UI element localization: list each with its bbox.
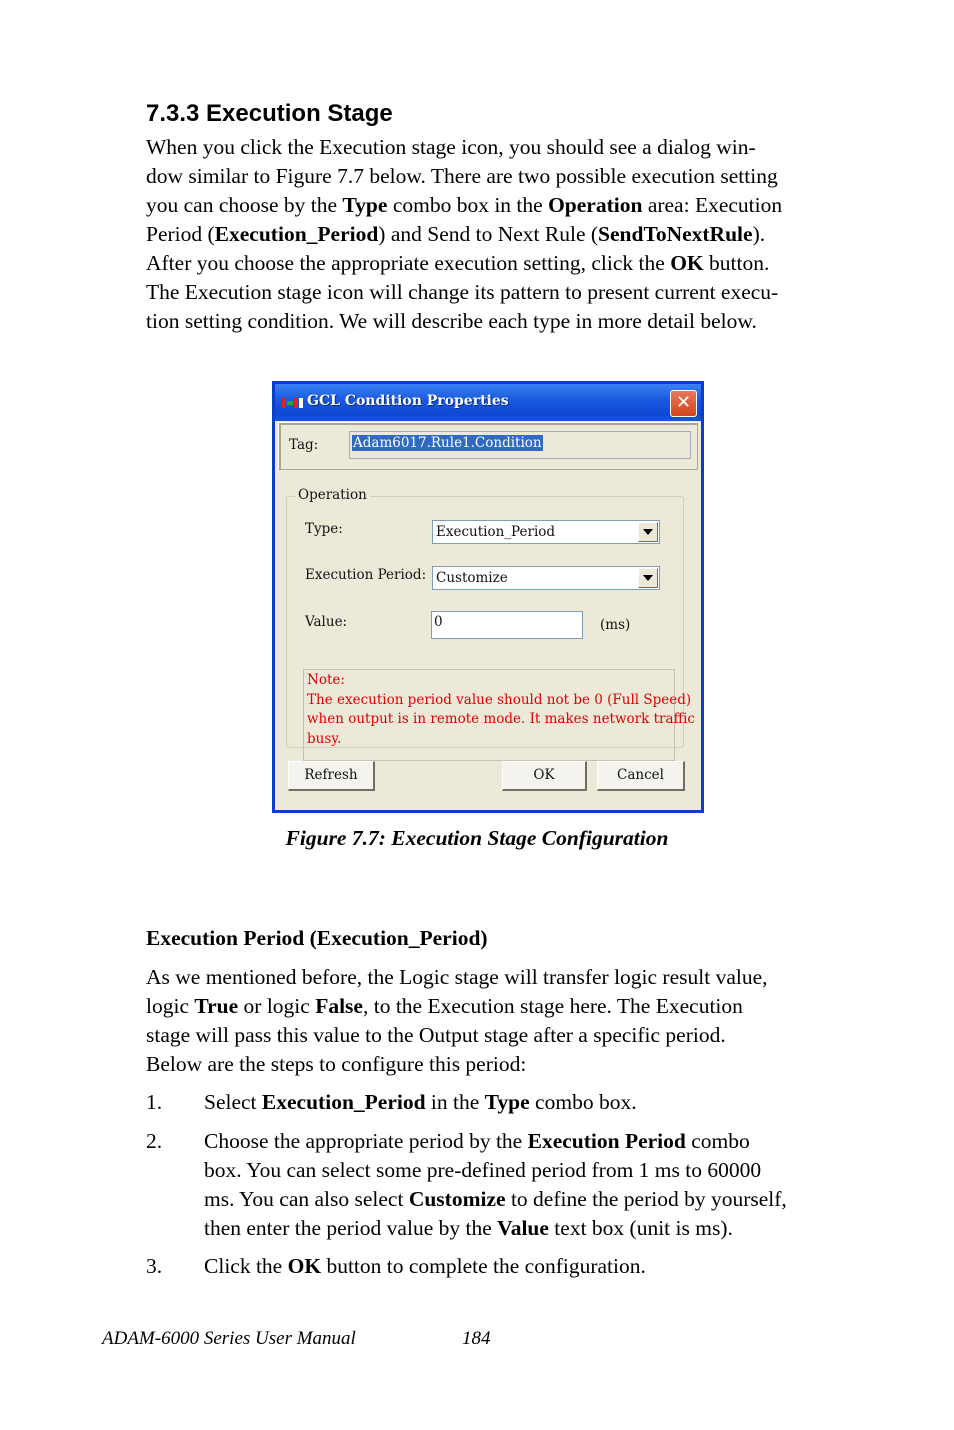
subsection-heading: Execution Period (Execution_Period)	[146, 926, 488, 950]
app-icon	[282, 396, 304, 410]
text-line: Period (Execution_Period) and Send to Next Rule (SendToNextRule).	[146, 222, 766, 246]
text-line: then enter the period value by the Value text box (unit is ms).	[204, 1216, 733, 1240]
dialog-window	[272, 381, 704, 813]
bold-term: OK	[287, 1254, 322, 1278]
type-label: Type:	[305, 521, 343, 537]
bold-term: Execution_Period	[214, 222, 379, 246]
text-line: Click the OK button to complete the configuration.	[204, 1254, 646, 1278]
execution-period-combo[interactable]	[432, 566, 660, 590]
tag-label: Tag:	[289, 437, 319, 453]
close-icon[interactable]: ✕	[670, 390, 697, 417]
footer-manual-title: ADAM-6000 Series User Manual	[102, 1328, 356, 1349]
text-line: Select Execution_Period in the Type combo box.	[204, 1090, 637, 1114]
note-line: busy.	[307, 730, 342, 747]
operation-group-label: Operation	[295, 487, 370, 503]
value-label: Value:	[305, 614, 348, 630]
bold-term: Execution Period	[527, 1129, 686, 1153]
ok-button[interactable]: OK	[502, 761, 587, 791]
bold-term: Value	[497, 1216, 549, 1240]
bold-term: Type	[484, 1090, 530, 1114]
subsection-paragraph	[146, 963, 858, 1079]
bold-term: Type	[342, 193, 388, 217]
refresh-button[interactable]: Refresh	[288, 761, 375, 791]
intro-paragraph	[146, 133, 858, 336]
unit-label: (ms)	[600, 617, 631, 633]
text-line: After you choose the appropriate execution setting, click the OK button.	[146, 251, 770, 275]
step-number: 1.	[146, 1090, 163, 1114]
text-line: tion setting condition. We will describe each type in more detail below.	[146, 309, 757, 333]
execution-period-label: Execution Period:	[305, 567, 427, 583]
bold-term: Execution_Period	[261, 1090, 426, 1114]
footer-page-number: 184	[462, 1328, 491, 1349]
bold-term: SendToNextRule	[598, 222, 753, 246]
text-line: Choose the appropriate period by the Execution Period combo	[204, 1129, 750, 1153]
bold-term: True	[194, 994, 239, 1018]
step-number: 2.	[146, 1129, 163, 1153]
note-line: The execution period value should not be 0 (Full Speed)	[307, 691, 692, 708]
text-line: box. You can select some pre-defined period from 1 ms to 60000	[204, 1158, 762, 1182]
tag-value: Adam6017.Rule1.Condition	[353, 435, 542, 451]
chevron-down-icon[interactable]	[638, 568, 658, 588]
tag-panel	[278, 422, 698, 470]
bold-term: OK	[670, 251, 704, 275]
step-text	[204, 1252, 646, 1281]
value-input[interactable]	[431, 611, 583, 639]
step-text	[204, 1127, 787, 1243]
note-line: when output is in remote mode. It makes network traffic	[307, 711, 695, 727]
note-box	[303, 669, 695, 761]
cancel-button[interactable]: Cancel	[597, 761, 685, 791]
text-line: you can choose by the Type combo box in the Operation area: Execution	[146, 193, 783, 217]
text-line: logic True or logic False, to the Execution stage here. The Execution	[146, 994, 743, 1018]
dialog-title-bar[interactable]	[275, 384, 701, 421]
operation-groupbox	[286, 487, 695, 748]
text-line: When you click the Execution stage icon, you should see a dialog win-	[146, 135, 756, 159]
dialog-body	[275, 421, 701, 810]
step-number: 3.	[146, 1254, 163, 1278]
tag-field[interactable]	[349, 431, 691, 459]
chevron-down-icon[interactable]	[638, 522, 658, 542]
step-text	[204, 1088, 637, 1117]
figure-caption: Figure 7.7: Execution Stage Configuration	[285, 826, 669, 850]
type-combo[interactable]	[432, 520, 660, 544]
type-combo-value: Execution_Period	[436, 524, 556, 540]
bold-term: Customize	[408, 1187, 506, 1211]
text-line: dow similar to Figure 7.7 below. There are two possible execution setting	[146, 164, 778, 188]
text-line: stage will pass this value to the Output stage after a specific period.	[146, 1023, 726, 1047]
execution-period-combo-value: Customize	[436, 570, 508, 586]
value-input-text: 0	[434, 614, 443, 630]
text-line: Below are the steps to configure this period:	[146, 1052, 527, 1076]
bold-term: False	[315, 994, 363, 1018]
section-heading: 7.3.3 Execution Stage	[146, 100, 393, 127]
note-line: Note:	[307, 672, 345, 688]
bold-term: Operation	[548, 193, 643, 217]
text-line: The Execution stage icon will change its pattern to present current execu-	[146, 280, 779, 304]
dialog-title: GCL Condition Properties	[307, 393, 509, 409]
text-line: As we mentioned before, the Logic stage will transfer logic result value,	[146, 965, 768, 989]
text-line: ms. You can also select Customize to define the period by yourself,	[204, 1187, 787, 1211]
